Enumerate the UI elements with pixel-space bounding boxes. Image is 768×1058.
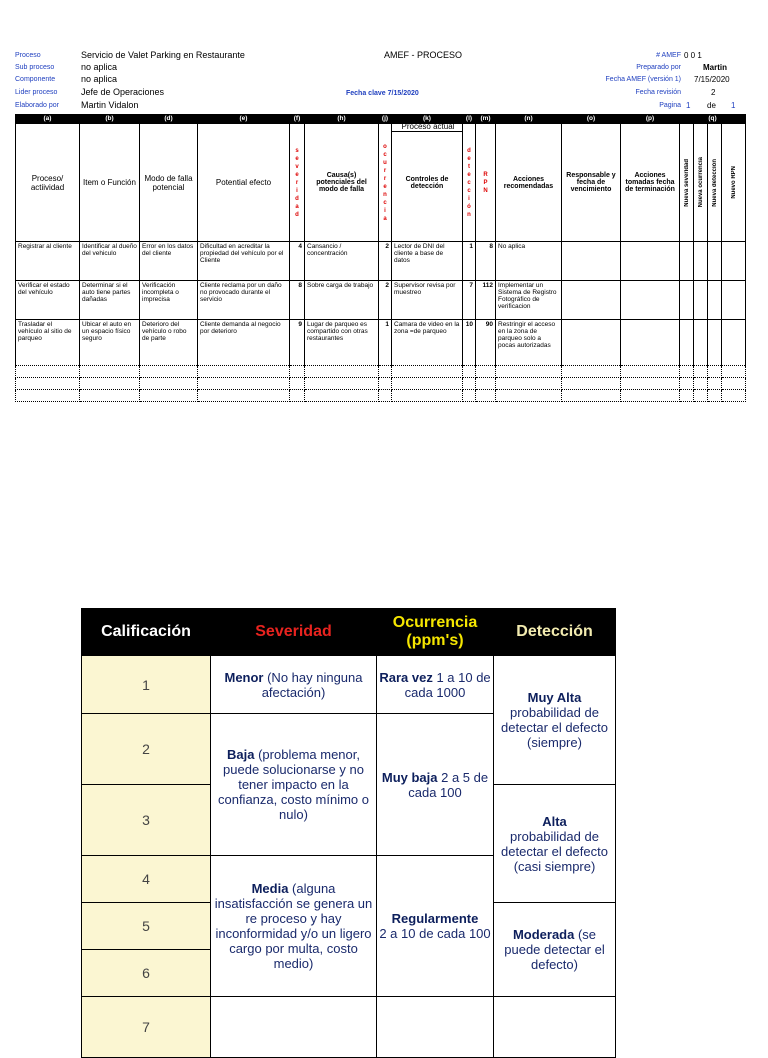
label-de: de [707,101,716,110]
header-ocurrencia [379,124,392,242]
amef-table [15,114,746,402]
ocurrencia-cell [377,997,494,1058]
calificacion-cell: 1 [82,656,211,714]
ocurrencia-level: Muy baja [381,769,438,785]
label-fecha-amef: Fecha AMEF (versión 1) [605,76,681,83]
header-nueva-deteccion [708,124,722,242]
severidad-cell [211,714,377,856]
severidad-level: Menor [224,669,264,685]
ocurrencia-cell [377,714,494,856]
cell-control: Camara de video en la zona =de parqueo [392,320,463,366]
label-amef-num: # AMEF [656,52,681,59]
value-fecha-amef: 7/15/2020 [694,75,730,84]
value-lider: Jefe de Operaciones [81,87,165,97]
letter-k: (k) [392,115,463,124]
deteccion-level: Alta [542,813,567,829]
header-nueva-ocurrencia [694,124,708,242]
cell-deteccion: 7 [463,281,476,320]
header-proceso: Proceso/ actiividad [16,124,80,242]
deteccion-level: Moderada [512,927,575,942]
calificacion-cell: 4 [82,856,211,903]
cell-ndet [708,242,722,281]
rpn-vertical-label: R P N [483,171,488,194]
cell-proceso: Verificar el estado del vehículo [16,281,80,320]
cell-responsable [562,281,621,320]
letter-d: (d) [140,115,198,124]
ocurrencia-vertical-label: o c u r r e n c i a [383,143,387,222]
blank-row [16,378,746,390]
value-componente: no aplica [81,74,118,84]
letter-o: (o) [562,115,621,124]
header-severidad [290,124,305,242]
header-ocurrencia: Ocurrencia (ppm's) [377,609,494,656]
cell-nrpn [722,281,746,320]
ocurrencia-level: Regularmente [391,911,479,926]
cell-nocu [694,242,708,281]
header-controles [392,124,463,242]
header-deteccion [463,124,476,242]
cell-responsable [562,242,621,281]
cell-causa: Cansancio / concentración [305,242,379,281]
header-modo: Modo de falla potencial [140,124,198,242]
value-de: 1 [731,101,736,110]
label-proceso: Proceso [15,52,41,59]
header-acciones: Acciones recomendadas [496,124,562,242]
header-nuevo-rpn [722,124,746,242]
header-row [16,124,746,242]
letter-a: (a) [16,115,80,124]
header-calificacion: Calificación [82,609,211,656]
severidad-desc: (problema menor, puede solucionarse y no tener impacto en la confianza, costo mínimo o nulo) [217,747,370,822]
label-pagina: Pagina [659,102,681,109]
label-lider: Lider proceso [15,89,58,96]
header-severidad: Severidad [211,609,377,656]
value-pagina: 1 [686,101,691,110]
fecha-clave: Fecha clave 7/15/2020 [346,90,419,97]
header-causas: Causa(s) potenciales del modo de falla [305,124,379,242]
deteccion-cell [494,997,616,1058]
value-preparado: Martin [703,63,727,72]
severidad-level: Media [251,881,289,896]
calificacion-cell: 5 [82,903,211,950]
cell-ndet [708,281,722,320]
value-fecha-revision: 2 [711,88,716,97]
calificacion-cell: 6 [82,950,211,997]
severidad-cell [211,856,377,997]
severidad-cell [211,656,377,714]
cell-proceso: Trasladar el vehículo al sitio de parqueo [16,320,80,366]
letter-n: (n) [496,115,562,124]
value-elaborado: Martin Vidalon [81,100,139,110]
value-amef-num: 0 0 1 [684,51,702,60]
cell-deteccion: 1 [463,242,476,281]
ocurrencia-cell [377,656,494,714]
cell-item: Identificar al dueño del vehiculo [80,242,140,281]
ocurrencia-desc: 2 a 10 de cada 100 [379,926,491,941]
column-letters-row [16,115,746,124]
deteccion-desc: (se puede detectar el defecto) [504,927,605,972]
cell-accion: Implementar un Sistema de Registro Fotográfico de verificacion [496,281,562,320]
cell-severidad: 9 [290,320,305,366]
cell-ocurrencia: 2 [379,242,392,281]
letter-m: (m) [476,115,496,124]
header-efecto: Potential efecto [198,124,290,242]
table-row [16,281,746,320]
letter-f: (f) [290,115,305,124]
blank-row [16,390,746,402]
letter-j: (j) [379,115,392,124]
label-subproceso: Sub proceso [15,64,55,71]
severidad-vertical-label: s e v e r i d a d [295,147,299,218]
blank-row [16,366,746,378]
cell-causa: Lugar de parqueo es compartido con otras restaurantes [305,320,379,366]
cell-nrpn [722,320,746,366]
header-tomadas: Acciones tomadas fecha de terminación [621,124,680,242]
deteccion-vertical-label: d e t e c c i ó n [467,147,471,218]
cell-item: Determinar si el auto tiene partes dañadas [80,281,140,320]
cell-nrpn [722,242,746,281]
deteccion-desc: probabilidad de detectar el defecto (siempre) [501,705,608,750]
table-row [16,320,746,366]
header-responsable: Responsable y fecha de vencimiento [562,124,621,242]
label-preparado: Preparado por [636,64,681,71]
ocurrencia-level: Rara vez [379,669,433,685]
cell-ocurrencia: 2 [379,281,392,320]
letter-l: (l) [463,115,476,124]
nueva-ocurrencia-label: Nueva ocurrencia [697,157,704,208]
cell-causa: Sobre carga de trabajo [305,281,379,320]
cell-modo: Error en los datos del cliente [140,242,198,281]
header-item: Item o Función [80,124,140,242]
cell-responsable [562,320,621,366]
cell-ocurrencia: 1 [379,320,392,366]
severidad-desc: (No hay ninguna afectación) [261,669,363,700]
cell-proceso: Registrar al cliente [16,242,80,281]
value-subproceso: no aplica [81,62,118,72]
value-proceso: Servicio de Valet Parking en Restaurante [81,50,245,60]
controles-label: Controles de detección [405,175,449,190]
cell-item: Ubicar el auto en un espacio físico seguro [80,320,140,366]
rating-row [82,656,616,714]
cell-nsev [680,320,694,366]
rating-table [81,608,616,1058]
cell-rpn: 8 [476,242,496,281]
table-row [16,242,746,281]
calificacion-cell: 2 [82,714,211,785]
cell-efecto: Cliente demanda al negocio por deterioro [198,320,290,366]
letter-q: (q) [680,115,746,124]
ocurrencia-desc: 2 a 5 de cada 100 [408,769,489,800]
cell-nocu [694,281,708,320]
nuevo-rpn-label: Nuevo RPN [730,166,737,199]
cell-accion: No aplica [496,242,562,281]
severidad-cell [211,997,377,1058]
deteccion-cell [494,656,616,785]
calificacion-cell: 7 [82,997,211,1058]
cell-severidad: 4 [290,242,305,281]
cell-rpn: 90 [476,320,496,366]
rating-header-row [82,609,616,656]
cell-efecto: Cliente reclama por un daño no provocado durante el servicio [198,281,290,320]
cell-severidad: 8 [290,281,305,320]
cell-rpn: 112 [476,281,496,320]
nueva-deteccion-label: Nueva detección [711,158,718,207]
cell-tomadas [621,281,680,320]
cell-ndet [708,320,722,366]
cell-deteccion: 10 [463,320,476,366]
cell-nsev [680,242,694,281]
deteccion-level: Muy Alta [527,690,582,705]
deteccion-cell [494,903,616,997]
label-elaborado: Elaborado por [15,102,59,109]
letter-e: (e) [198,115,290,124]
letter-b: (b) [80,115,140,124]
cell-tomadas [621,320,680,366]
header-deteccion: Detección [494,609,616,656]
ocurrencia-cell [377,856,494,997]
cell-tomadas [621,242,680,281]
ocurrencia-desc: 1 a 10 de cada 1000 [404,669,491,700]
cell-nsev [680,281,694,320]
header-rpn [476,124,496,242]
cell-modo: Verificación incompleta o imprecisa [140,281,198,320]
severidad-level: Baja [227,747,255,762]
label-fecha-revision: Fecha revisión [635,89,681,96]
deteccion-cell [494,785,616,903]
letter-p: (p) [621,115,680,124]
cell-control: Supervisor revisa por muestreo [392,281,463,320]
cell-modo: Deterioro del vehículo o robo de parte [140,320,198,366]
cell-efecto: Dificultad en acreditar la propiedad del vehículo por el Cliente [198,242,290,281]
cell-control: Lector de DNI del cliente a base de datos [392,242,463,281]
deteccion-desc: probabilidad de detectar el defecto (casi siempre) [501,828,608,874]
header-nueva-severidad [680,124,694,242]
calificacion-cell: 3 [82,785,211,856]
label-componente: Componente [15,76,56,83]
cell-nocu [694,320,708,366]
nueva-severidad-label: Nueva severidad [683,158,690,207]
document-title: AMEF - PROCESO [384,50,463,60]
cell-accion: Restringir el acceso en la zona de parqueo solo a pocas autorizadas [496,320,562,366]
rating-row [82,997,616,1058]
letter-h: (h) [305,115,379,124]
proceso-actual-label: Proceso actual [392,124,463,133]
severidad-desc: (alguna insatisfacción se genera un re proceso y hay inconformidad y/o un ligero cargo por multa, costo medio) [214,881,373,971]
